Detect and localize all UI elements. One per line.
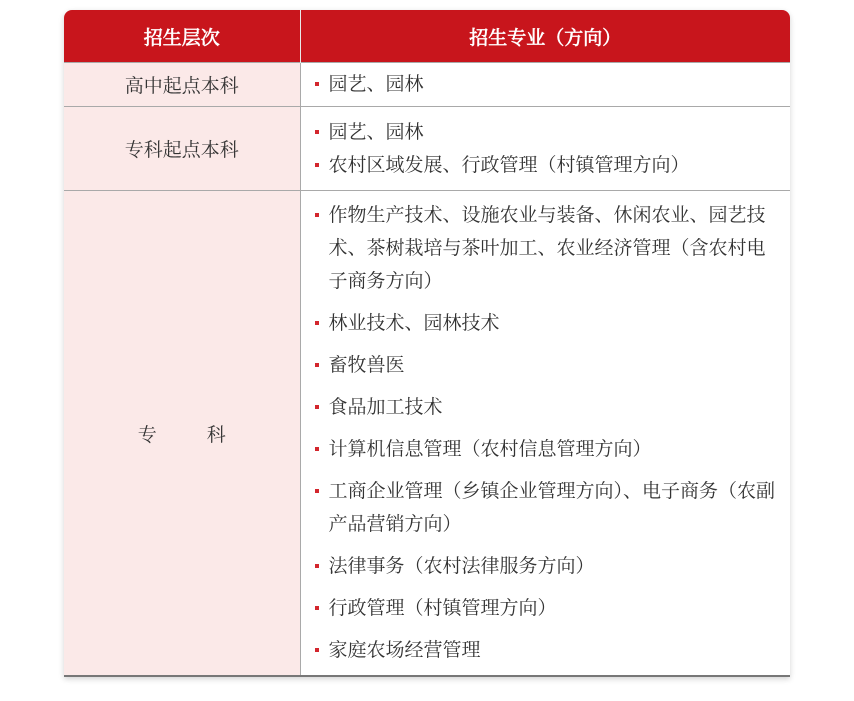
table-header-row xyxy=(64,10,790,63)
list-item xyxy=(313,550,791,583)
list-item xyxy=(313,68,791,101)
major-text: 作物生产技术、设施农业与装备、休闲农业、园艺技术、茶树栽培与茶叶加工、农业经济管理（含农村电子商务方向） xyxy=(328,204,766,292)
bullet-icon xyxy=(315,405,319,409)
major-text: 法律事务（农村法律服务方向） xyxy=(328,555,595,577)
enrollment-table xyxy=(64,10,790,677)
major-text: 家庭农场经营管理 xyxy=(328,639,481,661)
bullet-icon xyxy=(315,213,319,217)
header-majors: 招生专业（方向） xyxy=(300,10,790,63)
level-cell: 专科起点本科 xyxy=(64,107,300,191)
major-text: 计算机信息管理（农村信息管理方向） xyxy=(328,438,652,460)
bullet-icon xyxy=(315,163,319,167)
major-text: 园艺、园林 xyxy=(328,120,424,143)
table-row xyxy=(64,63,790,107)
majors-cell xyxy=(300,63,790,107)
major-text: 林业技术、园林技术 xyxy=(328,312,500,334)
majors-list xyxy=(313,191,791,675)
majors-list xyxy=(313,116,791,182)
majors-list xyxy=(313,68,791,101)
majors-cell xyxy=(300,191,790,677)
level-label: 专 科 xyxy=(137,423,248,446)
bullet-icon xyxy=(315,321,319,325)
bullet-icon xyxy=(315,447,319,451)
majors-cell xyxy=(300,107,790,191)
list-item xyxy=(313,307,791,340)
major-text: 行政管理（村镇管理方向） xyxy=(328,597,557,619)
list-item xyxy=(313,149,791,182)
bullet-icon xyxy=(315,606,319,610)
major-text: 园艺、园林 xyxy=(328,73,424,95)
major-text: 工商企业管理（乡镇企业管理方向）、电子商务（农副产品营销方向） xyxy=(328,480,776,535)
enrollment-table-container xyxy=(64,10,790,677)
list-item xyxy=(313,349,791,382)
list-item xyxy=(313,391,791,424)
table-row xyxy=(64,107,790,191)
major-text: 农村区域发展、行政管理（村镇管理方向） xyxy=(328,153,690,176)
list-item xyxy=(313,433,791,466)
bullet-icon xyxy=(315,648,319,652)
bullet-icon xyxy=(315,564,319,568)
list-item xyxy=(313,634,791,667)
list-item xyxy=(313,592,791,625)
bullet-icon xyxy=(315,489,319,493)
header-level: 招生层次 xyxy=(64,10,300,63)
bullet-icon xyxy=(315,130,319,134)
major-text: 食品加工技术 xyxy=(328,396,443,418)
bullet-icon xyxy=(315,363,319,367)
bullet-icon xyxy=(315,82,319,86)
level-cell xyxy=(64,191,300,677)
major-text: 畜牧兽医 xyxy=(328,354,405,376)
level-cell: 高中起点本科 xyxy=(64,63,300,107)
list-item xyxy=(313,475,791,541)
list-item xyxy=(313,199,791,298)
table-row xyxy=(64,191,790,677)
list-item xyxy=(313,116,791,149)
